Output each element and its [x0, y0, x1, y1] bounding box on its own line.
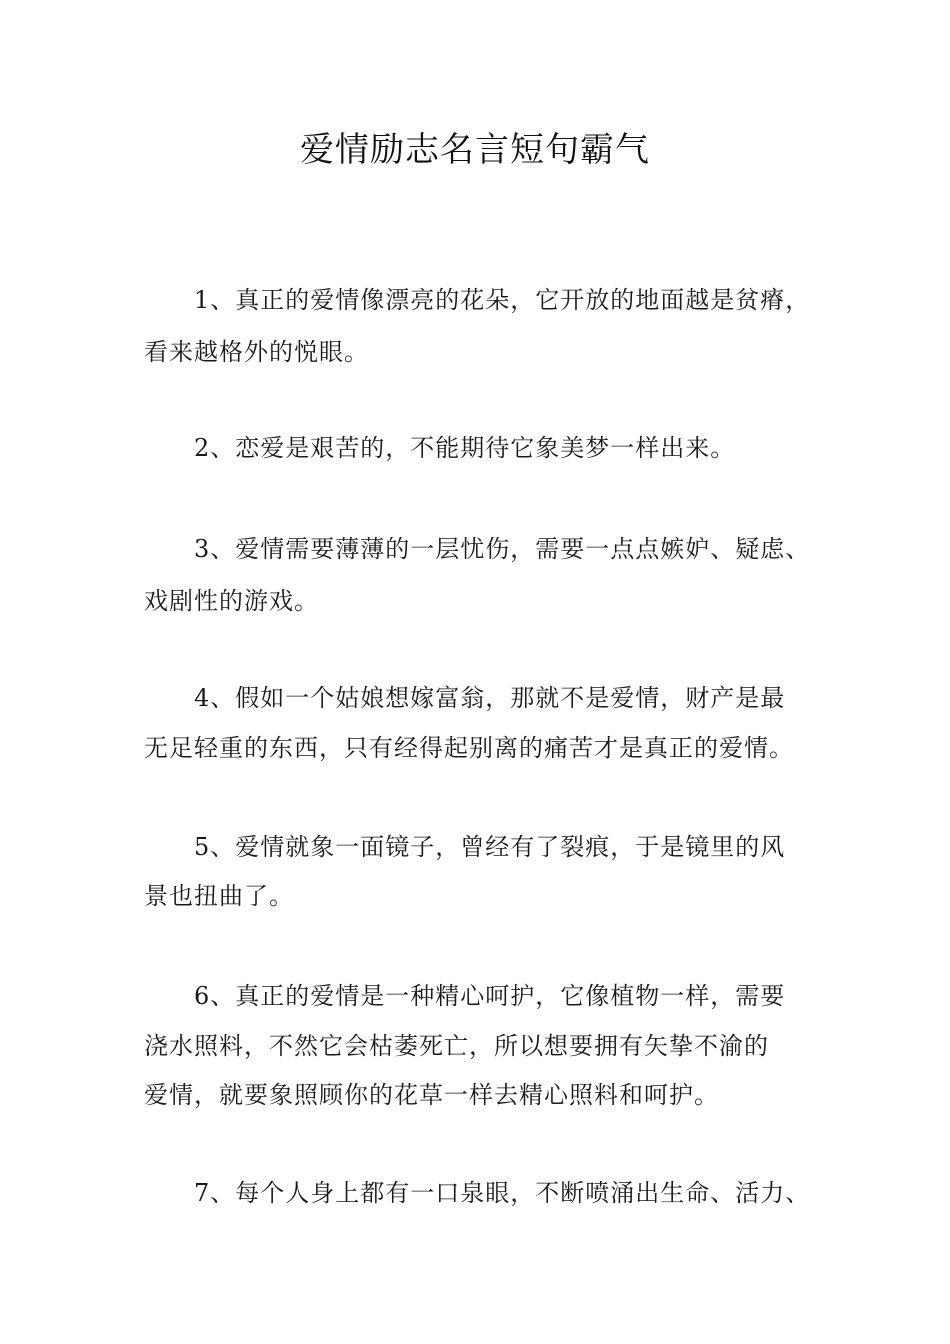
- document-title: 爱情励志名言短句霸气: [300, 130, 650, 170]
- paragraph-line: 3、爱情需要薄薄的一层忧伤，需要一点点嫉妒、疑虑、: [194, 535, 811, 563]
- paragraph-line: 6、真正的爱情是一种精心呵护，它像植物一样，需要: [194, 982, 786, 1010]
- paragraph-line: 2、恋爱是艰苦的，不能期待它象美梦一样出来。: [194, 434, 736, 462]
- paragraph-line: 7、每个人身上都有一口泉眼，不断喷涌出生命、活力、: [194, 1179, 811, 1207]
- paragraph-line: 浇水照料，不然它会枯萎死亡，所以想要拥有矢挚不渝的: [144, 1032, 769, 1060]
- paragraph-line: 看来越格外的悦眼。: [144, 338, 369, 366]
- paragraph-line: 爱情，就要象照顾你的花草一样去精心照料和呵护。: [144, 1081, 719, 1109]
- paragraph-line: 景也扭曲了。: [144, 882, 294, 910]
- paragraph-line: 无足轻重的东西，只有经得起别离的痛苦才是真正的爱情。: [144, 734, 794, 762]
- paragraph-line: 戏剧性的游戏。: [144, 587, 319, 615]
- paragraph-line: 1、真正的爱情像漂亮的花朵，它开放的地面越是贫瘠，: [194, 286, 811, 314]
- paragraph-line: 5、爱情就象一面镜子，曾经有了裂痕，于是镜里的风: [194, 833, 786, 861]
- paragraph-line: 4、假如一个姑娘想嫁富翁，那就不是爱情，财产是最: [194, 684, 786, 712]
